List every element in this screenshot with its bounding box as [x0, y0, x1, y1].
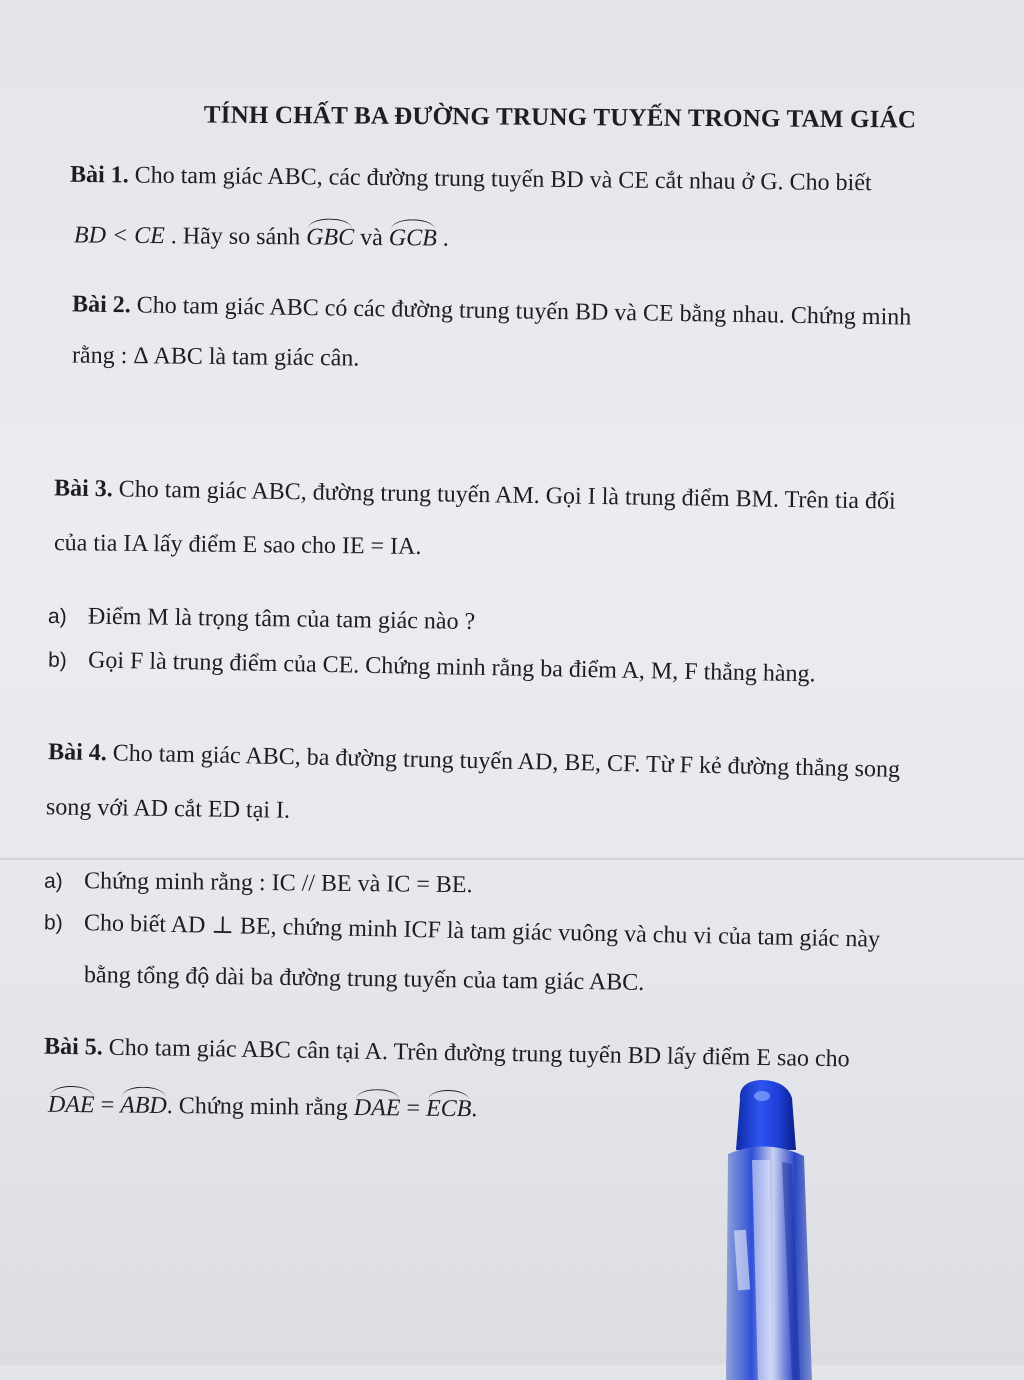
- exercise-4-part-a-label: a): [43, 869, 63, 893]
- exercise-4-part-b-label: b): [43, 911, 63, 935]
- page-title: TÍNH CHẤT BA ĐƯỜNG TRUNG TUYẾN TRONG TAM GIÁC: [203, 101, 917, 134]
- exercise-1-line-2: [74, 216, 449, 252]
- angle-gbc: GBC: [306, 218, 354, 251]
- exercise-1-text: Cho tam giác ABC, các đường trung tuyến BD và CE cắt nhau ở G. Cho biết: [128, 162, 872, 197]
- exercise-1-mid-text: . Hãy so sánh: [164, 223, 307, 251]
- angle-gcb: GCB: [389, 219, 437, 252]
- exercise-3-part-b-label: b): [47, 648, 67, 672]
- blue-pen: [722, 1080, 818, 1380]
- exercise-3-part-a-label: a): [47, 605, 67, 629]
- exercise-5-end: .: [471, 1096, 478, 1123]
- exercise-5-line-2: [48, 1086, 478, 1123]
- exercise-4-text: Cho tam giác ABC, ba đường trung tuyến AD, BE, CF. Từ F kẻ đường thẳng song: [106, 740, 901, 783]
- exercise-2-text: Cho tam giác ABC có các đường trung tuyến BD và CE bằng nhau. Chứng minh: [130, 292, 912, 331]
- exercise-5-eq-1: =: [94, 1092, 121, 1119]
- exercise-4-label: Bài 4.: [47, 739, 108, 767]
- paper-fold: [0, 858, 1024, 860]
- exercise-3-part-a: [48, 603, 476, 636]
- exercise-1-line-1: [70, 162, 872, 197]
- exercise-3-part-b: [48, 647, 816, 689]
- exercise-1-end: .: [436, 225, 449, 252]
- exercise-4-part-a-text: Chứng minh rằng : IC // BE và IC = BE.: [83, 868, 473, 899]
- angle-abd: ABD: [120, 1087, 167, 1120]
- exercise-5-text: Cho tam giác ABC cân tại A. Trên đường trung tuyến BD lấy điểm E sao cho: [102, 1034, 850, 1073]
- exercise-5-line-1: [44, 1034, 850, 1074]
- exercise-2-label: Bài 2.: [71, 291, 131, 319]
- exercise-4-line-2: song với AD cắt ED tại I.: [45, 794, 291, 824]
- exercise-3-line-2: của tia IA lấy điểm E sao cho IE = IA.: [53, 530, 422, 560]
- exercise-3-line-1: [54, 475, 896, 515]
- exercise-4-part-a: [44, 868, 473, 899]
- exercise-5-eq-2: =: [400, 1095, 427, 1122]
- exercise-4-part-b-text: Cho biết AD ⊥ BE, chứng minh ICF là tam giác vuông và chu vi của tam giác này: [83, 910, 881, 953]
- exercise-3-part-b-text: Gọi F là trung điểm của CE. Chứng minh rằng ba điểm A, M, F thẳng hàng.: [87, 647, 816, 688]
- angle-dae: DAE: [48, 1086, 95, 1119]
- exercise-2-line-2: rằng : Δ ABC là tam giác cân.: [71, 342, 360, 372]
- exercise-3-part-a-text: Điểm M là trọng tâm của tam giác nào ?: [87, 603, 476, 635]
- pen-cap: [736, 1080, 796, 1150]
- exercise-1-and: và: [354, 224, 389, 252]
- exercise-3-label: Bài 3.: [53, 475, 113, 503]
- exercise-3-text: Cho tam giác ABC, đường trung tuyến AM. Gọi I là trung điểm BM. Trên tia đối: [112, 476, 896, 515]
- angle-dae-2: DAE: [354, 1089, 401, 1122]
- exercise-5-mid-text: . Chứng minh rằng: [166, 1092, 354, 1121]
- exercise-5-label: Bài 5.: [43, 1033, 103, 1061]
- exercise-4-part-b: [44, 907, 881, 954]
- exercise-1-label: Bài 1.: [69, 161, 129, 189]
- exercise-1-inequality: BD < CE: [73, 222, 165, 250]
- exercise-4-part-b-line-2: bằng tổng độ dài ba đường trung tuyến của tam giác ABC.: [83, 962, 645, 996]
- exercise-4-line-1: [48, 739, 900, 784]
- exercise-2-line-1: [72, 291, 912, 331]
- angle-ecb: ECB: [426, 1090, 472, 1123]
